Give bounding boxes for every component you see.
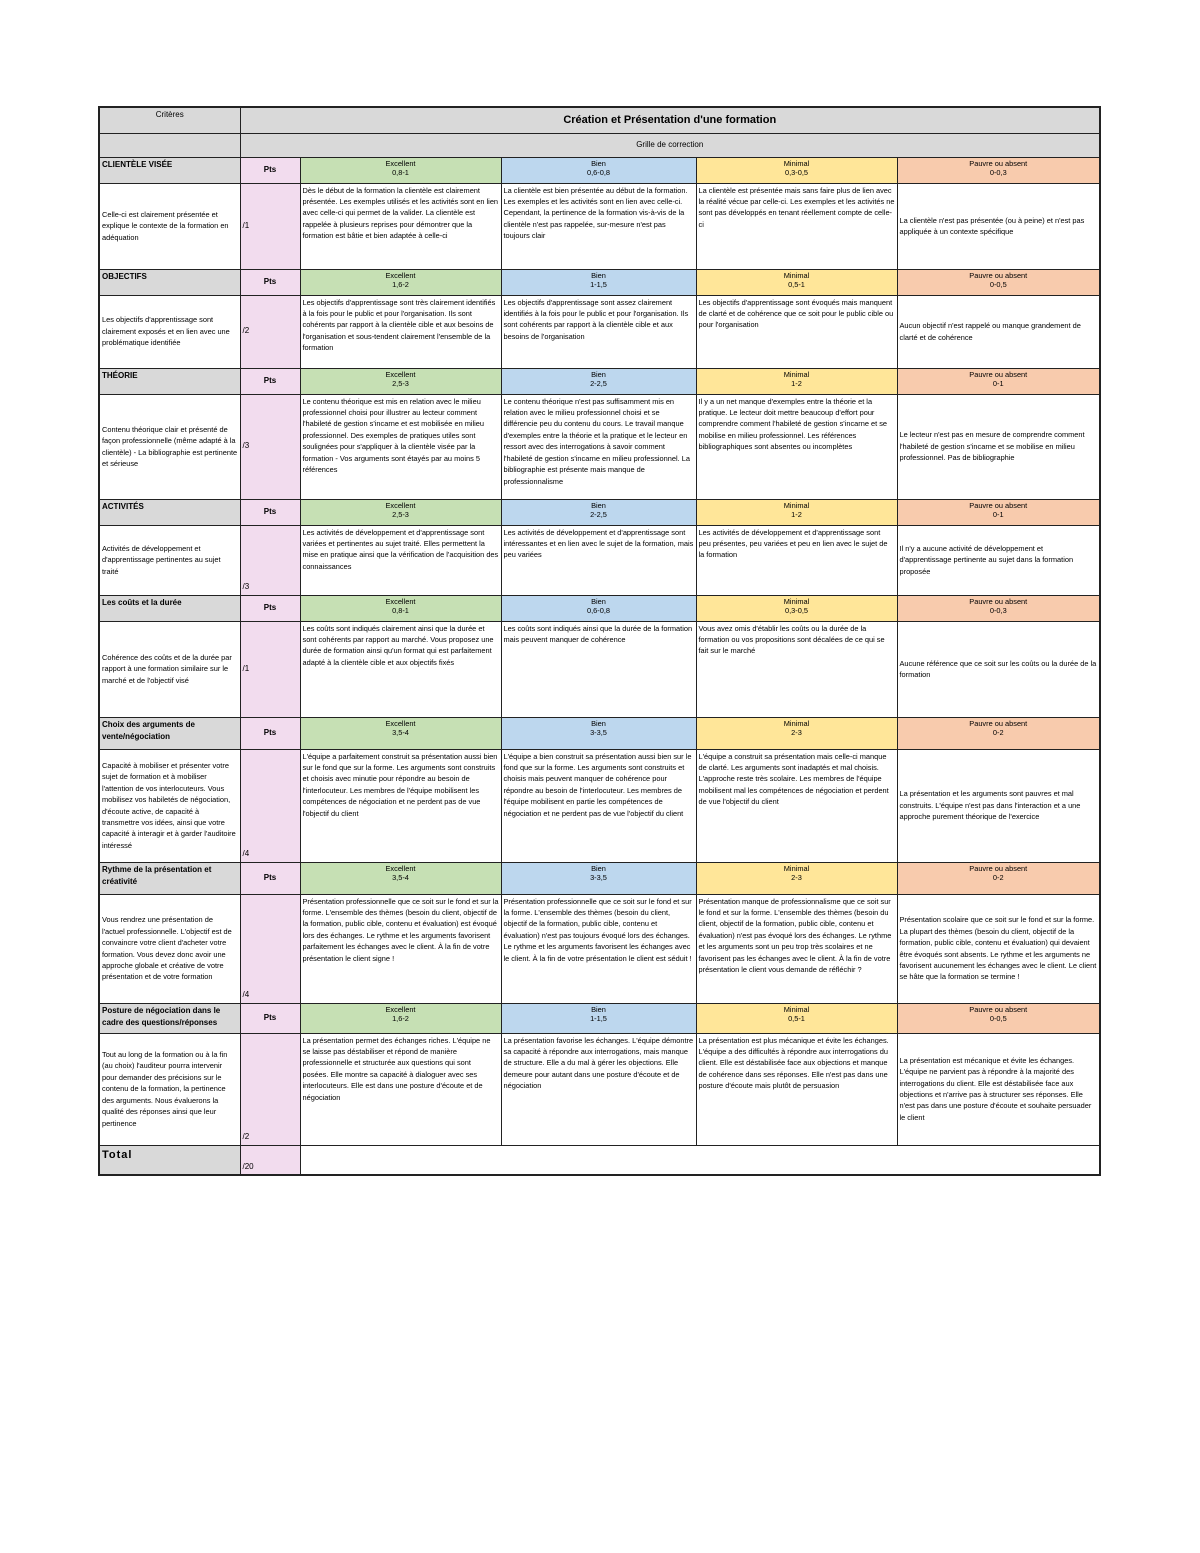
- descriptor-excellent: Présentation professionnelle que ce soit sur le fond et sur la forme. L'ensemble des thèmes (besoin du client, objectif de la formation, public cible, contenu et évaluation) est évoqué lors des échanges. Le rythme et les arguments favorisent parfaitement les échanges avec le client. À la fin de votre présentation le client signe !: [300, 894, 501, 1003]
- level-range: 1,6-2: [392, 280, 409, 290]
- level-name: Bien: [591, 596, 606, 606]
- level-header-pauvre: [897, 717, 1100, 749]
- section-header-row: [99, 499, 1100, 525]
- level-range: 0,5-1: [788, 280, 805, 290]
- level-name: Pauvre ou absent: [969, 718, 1028, 728]
- descriptor-excellent: Les objectifs d'apprentissage sont très clairement identifiés à la fois pour le public et pour l'organisation. Ils sont cohérents par rapport à la clientèle cible et aux besoins de l'organisation et sous-tendent clairement l'ensemble de la formation: [300, 295, 501, 368]
- level-header-excellent: [300, 717, 501, 749]
- criterion-points: /3: [240, 525, 300, 595]
- descriptor-pauvre: Présentation scolaire que ce soit sur le fond et sur la forme. La plupart des thèmes (besoin du client, objectif de la formation, public cible, contenu et évaluation) qui devaient être évoqués sont absents. Le rythme et les arguments ne favorisent aucunement les échanges avec le client. Le client se hâte que la formation se termine !: [897, 894, 1100, 1003]
- section-header-row: [99, 1003, 1100, 1033]
- grading-sheet: [98, 106, 1099, 1176]
- total-points: /20: [240, 1145, 300, 1175]
- level-name: Pauvre ou absent: [969, 158, 1028, 168]
- descriptor-minimal: La clientèle est présentée mais sans faire plus de lien avec la réalité vécue par celle-ci. Les exemples et les activités ne sont pas développés en tenant réellement compte de celle-ci: [696, 183, 897, 269]
- pts-label: Pts: [240, 157, 300, 183]
- descriptor-minimal: Les objectifs d'apprentissage sont évoqués mais manquent de clarté et de cohérence que ce soit pour le public cible ou pour l'organisation: [696, 295, 897, 368]
- level-range: 3-3,5: [590, 873, 607, 883]
- level-name: Bien: [591, 369, 606, 379]
- section-title: Rythme de la présentation et créativité: [99, 862, 240, 894]
- level-range: 2-2,5: [590, 510, 607, 520]
- level-range: 0-0,3: [989, 168, 1007, 178]
- criterion-points: /2: [240, 1033, 300, 1145]
- criterion-row: [99, 749, 1100, 862]
- level-range: 0-0,5: [989, 1014, 1007, 1024]
- section-header-row: [99, 269, 1100, 295]
- level-header-minimal: [696, 499, 897, 525]
- descriptor-pauvre: Le lecteur n'est pas en mesure de comprendre comment l'habileté de gestion s'incarne et se mobilise en milieu professionnel. Pas de bibliographie: [897, 394, 1100, 499]
- level-header-pauvre: [897, 595, 1100, 621]
- level-range: 0,6-0,8: [586, 168, 610, 178]
- criterion-row: [99, 894, 1100, 1003]
- level-header-pauvre: [897, 1003, 1100, 1033]
- criterion-description: Tout au long de la formation ou à la fin (au choix) l'auditeur pourra intervenir pour demander des précisions sur le contenu de la formation, la pertinence des arguments. Nous évaluerons la qualité des réponses ainsi que leur pertinence: [99, 1033, 240, 1145]
- level-name: Bien: [591, 718, 606, 728]
- level-name: Excellent: [385, 369, 416, 379]
- section-title: Posture de négociation dans le cadre des questions/réponses: [99, 1003, 240, 1033]
- level-header-bien: [501, 499, 696, 525]
- criterion-row: [99, 295, 1100, 368]
- criteria-header: Critères: [99, 107, 240, 133]
- level-range: 0-2: [992, 728, 1004, 738]
- descriptor-bien: Les coûts sont indiqués ainsi que la durée de la formation mais peuvent manquer de cohérence: [501, 621, 696, 717]
- section-header-row: [99, 157, 1100, 183]
- criterion-points: /2: [240, 295, 300, 368]
- descriptor-bien: Le contenu théorique n'est pas suffisamment mis en relation avec le milieu professionnel choisi et se différencie peu du contenu du cours. Le travail manque d'exemples entre la théorie et la pratique et le lecteur en ressort avec des interrogations à savoir comment l'habileté de gestion s'incarne en milieu professionnel. La bibliographie est présente mais manque de professionnalisme: [501, 394, 696, 499]
- level-name: Pauvre ou absent: [969, 270, 1028, 280]
- descriptor-minimal: Présentation manque de professionnalisme que ce soit sur le fond et sur la forme. L'ensemble des thèmes (besoin du client, objectif de la formation, public cible, contenu et évaluation) n'est pas évoqué lors des échanges. Le rythme et les arguments sont un peu trop très scolaires et ne favorisent pas les échanges avec le client. À la fin de votre présentation le client vous demande de réfléchir ?: [696, 894, 897, 1003]
- level-header-pauvre: [897, 499, 1100, 525]
- criterion-row: [99, 621, 1100, 717]
- descriptor-excellent: Le contenu théorique est mis en relation avec le milieu professionnel choisi pour illustrer au lecteur comment l'habileté de gestion s'incarne et est mobilisée en milieu professionnel. Des exemples de pratiques utiles sont soulignées pour s'appliquer à la clientèle visée par la formation - Vos arguments sont étayés par au moins 5 références: [300, 394, 501, 499]
- level-name: Pauvre ou absent: [969, 596, 1028, 606]
- level-name: Excellent: [385, 158, 416, 168]
- criterion-description: Cohérence des coûts et de la durée par rapport à une formation similaire sur le marché et de l'objectif visé: [99, 621, 240, 717]
- level-range: 0,3-0,5: [784, 606, 808, 616]
- section-header-row: [99, 595, 1100, 621]
- criterion-points: /4: [240, 894, 300, 1003]
- criterion-description: Activités de développement et d'apprentissage pertinentes au sujet traité: [99, 525, 240, 595]
- level-name: Pauvre ou absent: [969, 500, 1028, 510]
- level-range: 0-1: [992, 379, 1004, 389]
- descriptor-excellent: L'équipe a parfaitement construit sa présentation aussi bien sur le fond que sur la forme. Les arguments sont construits et choisis avec minutie pour répondre au besoin de l'interlocuteur. Les membres de l'équipe mobilisent les compétences de négociation et ne perdent pas de vue l'objectif du client: [300, 749, 501, 862]
- level-range: 3,5-4: [392, 873, 409, 883]
- level-header-minimal: [696, 269, 897, 295]
- level-range: 2,5-3: [392, 510, 409, 520]
- level-name: Excellent: [385, 270, 416, 280]
- descriptor-excellent: Les coûts sont indiqués clairement ainsi que la durée et sont cohérents par rapport au marché. Vous proposez une durée de formation ainsi qu'un format qui est parfaitement adapté à la clientèle cible et aux objectifs fixés: [300, 621, 501, 717]
- section-title: Choix des arguments de vente/négociation: [99, 717, 240, 749]
- level-range: 3,5-4: [392, 728, 409, 738]
- criterion-description: Vous rendrez une présentation de l'actuel professionnelle. L'objectif est de convaincre votre client d'acheter votre formation. Vous devez donc avoir une approche globale et créative de votre présentation et de votre formation: [99, 894, 240, 1003]
- level-range: 2-3: [791, 873, 802, 883]
- section-title: ACTIVITÉS: [99, 499, 240, 525]
- level-header-excellent: [300, 368, 501, 394]
- level-name: Minimal: [783, 596, 810, 606]
- level-header-excellent: [300, 862, 501, 894]
- descriptor-minimal: La présentation est plus mécanique et évite les échanges. L'équipe a des difficultés à répondre aux interrogations du client. Elle est déstabilisée face aux objections et manque de cohérence dans ses réponses. Elle n'est pas dans une posture d'écoute mais plutôt de persuasion: [696, 1033, 897, 1145]
- level-range: 1-2: [791, 510, 802, 520]
- level-header-excellent: [300, 499, 501, 525]
- section-header-row: [99, 862, 1100, 894]
- section-header-row: [99, 717, 1100, 749]
- level-header-bien: [501, 1003, 696, 1033]
- pts-label: Pts: [240, 269, 300, 295]
- pts-label: Pts: [240, 1003, 300, 1033]
- pts-label: Pts: [240, 717, 300, 749]
- descriptor-excellent: Les activités de développement et d'apprentissage sont variées et pertinentes au sujet traité. Elles permettent la mise en pratique ainsi que la vérification de l'acquisition des connaissances: [300, 525, 501, 595]
- descriptor-bien: Les objectifs d'apprentissage sont assez clairement identifiés à la fois pour le public et pour l'organisation. Ils sont cohérents par rapport à la clientèle cible et aux besoins de l'organisation: [501, 295, 696, 368]
- descriptor-minimal: L'équipe a construit sa présentation mais celle-ci manque de clarté. Les arguments sont inadaptés et mal choisis. L'approche reste très scolaire. Les membres de l'équipe mobilisent mal les compétences de négociation et perdent de vue l'objectif du client: [696, 749, 897, 862]
- level-range: 2,5-3: [392, 379, 409, 389]
- level-range: 0-0,5: [989, 280, 1007, 290]
- pts-label: Pts: [240, 595, 300, 621]
- level-range: 3-3,5: [590, 728, 607, 738]
- level-name: Excellent: [385, 863, 416, 873]
- pts-label: Pts: [240, 499, 300, 525]
- descriptor-pauvre: La clientèle n'est pas présentée (ou à peine) et n'est pas appliquée à un contexte spécifique: [897, 183, 1100, 269]
- criterion-row: [99, 1033, 1100, 1145]
- level-name: Minimal: [783, 1004, 810, 1014]
- descriptor-bien: Présentation professionnelle que ce soit sur le fond et sur la forme. L'ensemble des thèmes (besoin du client, objectif de la formation, public cible, contenu et évaluation) n'est pas toujours évoqué lors des échanges. Le rythme et les arguments favorisent les échanges avec le client. À la fin de votre présentation le client est séduit !: [501, 894, 696, 1003]
- level-name: Minimal: [783, 863, 810, 873]
- level-header-minimal: [696, 368, 897, 394]
- descriptor-bien: La présentation favorise les échanges. L'équipe démontre sa capacité à répondre aux interrogations, mais manque de structure. Elle a du mal à gérer les objections. Elle demeure pour autant dans une posture d'écoute et de négociation: [501, 1033, 696, 1145]
- level-range: 0,5-1: [788, 1014, 805, 1024]
- section-title: CLIENTÈLE VISÉE: [99, 157, 240, 183]
- level-name: Minimal: [783, 718, 810, 728]
- level-header-bien: [501, 717, 696, 749]
- level-range: 1-1,5: [590, 280, 607, 290]
- level-range: 2-2,5: [590, 379, 607, 389]
- level-name: Bien: [591, 1004, 606, 1014]
- level-range: 0-1: [992, 510, 1004, 520]
- criterion-points: /1: [240, 621, 300, 717]
- section-header-row: [99, 368, 1100, 394]
- descriptor-pauvre: Aucun objectif n'est rappelé ou manque grandement de clarté et de cohérence: [897, 295, 1100, 368]
- level-header-minimal: [696, 595, 897, 621]
- level-header-pauvre: [897, 368, 1100, 394]
- page-subtitle: Grille de correction: [240, 133, 1100, 157]
- level-header-excellent: [300, 1003, 501, 1033]
- pts-label: Pts: [240, 368, 300, 394]
- descriptor-minimal: Les activités de développement et d'apprentissage sont peu présentes, peu variées et peu en lien avec le sujet de la formation: [696, 525, 897, 595]
- level-range: 0-2: [992, 873, 1004, 883]
- section-title: OBJECTIFS: [99, 269, 240, 295]
- level-name: Minimal: [783, 369, 810, 379]
- descriptor-pauvre: Aucune référence que ce soit sur les coûts ou la durée de la formation: [897, 621, 1100, 717]
- level-name: Minimal: [783, 500, 810, 510]
- level-range: 1-1,5: [590, 1014, 607, 1024]
- subtitle-spacer: [99, 133, 240, 157]
- descriptor-minimal: Vous avez omis d'établir les coûts ou la durée de la formation ou vos propositions sont décalées de ce qui se fait sur le marché: [696, 621, 897, 717]
- level-range: 0,8-1: [392, 606, 409, 616]
- total-row: [99, 1145, 1100, 1175]
- pts-label: Pts: [240, 862, 300, 894]
- section-title: THÉORIE: [99, 368, 240, 394]
- level-range: 0,6-0,8: [586, 606, 610, 616]
- level-name: Bien: [591, 863, 606, 873]
- level-name: Pauvre ou absent: [969, 1004, 1028, 1014]
- grading-table: [98, 106, 1101, 1176]
- level-name: Minimal: [783, 270, 810, 280]
- descriptor-minimal: Il y a un net manque d'exemples entre la théorie et la pratique. Le lecteur doit mettre beaucoup d'effort pour comprendre comment l'habileté de gestion s'incarne et se mobilise en milieu professionnel. Les références bibliographiques sont absentes ou incomplètes: [696, 394, 897, 499]
- level-range: 0,3-0,5: [784, 168, 808, 178]
- level-header-minimal: [696, 1003, 897, 1033]
- level-header-excellent: [300, 269, 501, 295]
- level-name: Pauvre ou absent: [969, 863, 1028, 873]
- descriptor-excellent: La présentation permet des échanges riches. L'équipe ne se laisse pas déstabiliser et répond de manière professionnelle et structurée aux questions qui sont posées. Elle montre sa capacité à dialoguer avec ses interlocuteurs. Elle est dans une posture d'écoute et de négociation: [300, 1033, 501, 1145]
- level-range: 1-2: [791, 379, 802, 389]
- section-title: Les coûts et la durée: [99, 595, 240, 621]
- descriptor-bien: La clientèle est bien présentée au début de la formation. Les exemples et les activités sont en lien avec celle-ci. Cependant, la pertinence de la formation vis-à-vis de la clientèle n'est pas rappelée, sur-mesure n'est pas toujours clair: [501, 183, 696, 269]
- level-header-minimal: [696, 717, 897, 749]
- level-header-pauvre: [897, 269, 1100, 295]
- criterion-description: Capacité à mobiliser et présenter votre sujet de formation et à mobiliser l'attention de vos interlocuteurs. Vous mobilisez vos habiletés de négociation, d'écoute active, de capacité à transmettre vos idées, ainsi que votre capacité à interagir et à garder l'auditoire intéressé: [99, 749, 240, 862]
- descriptor-pauvre: La présentation et les arguments sont pauvres et mal construits. L'équipe n'est pas dans l'interaction et a une approche purement théorique de l'exercice: [897, 749, 1100, 862]
- level-name: Excellent: [385, 1004, 416, 1014]
- level-header-excellent: [300, 595, 501, 621]
- level-name: Excellent: [385, 596, 416, 606]
- level-header-bien: [501, 595, 696, 621]
- criterion-description: Contenu théorique clair et présenté de façon professionnelle (même adapté à la clientèle) - La bibliographie est pertinente et sérieuse: [99, 394, 240, 499]
- descriptor-pauvre: Il n'y a aucune activité de développement et d'apprentissage pertinente au sujet dans la formation proposée: [897, 525, 1100, 595]
- level-name: Bien: [591, 500, 606, 510]
- criterion-points: /3: [240, 394, 300, 499]
- criterion-description: Celle-ci est clairement présentée et explique le contexte de la formation en adéquation: [99, 183, 240, 269]
- level-header-bien: [501, 862, 696, 894]
- level-header-bien: [501, 368, 696, 394]
- criterion-points: /4: [240, 749, 300, 862]
- level-name: Excellent: [385, 500, 416, 510]
- level-name: Bien: [591, 270, 606, 280]
- descriptor-bien: Les activités de développement et d'apprentissage sont intéressantes et en lien avec le sujet de la formation, mais peu variées: [501, 525, 696, 595]
- total-label: Total: [99, 1145, 240, 1175]
- criterion-points: /1: [240, 183, 300, 269]
- level-header-bien: [501, 269, 696, 295]
- criterion-row: [99, 394, 1100, 499]
- level-name: Excellent: [385, 718, 416, 728]
- level-name: Bien: [591, 158, 606, 168]
- descriptor-excellent: Dès le début de la formation la clientèle est clairement présentée. Les exemples utilisés et les activités sont en lien avec celle-ci qui permet de la valider. La clientèle est rappelée à plusieurs reprises pour démontrer que la formation est bâtie et bien adaptée à celle-ci: [300, 183, 501, 269]
- level-header-minimal: [696, 157, 897, 183]
- page-title: Création et Présentation d'une formation: [240, 107, 1100, 133]
- level-range: 0-0,3: [989, 606, 1007, 616]
- level-header-minimal: [696, 862, 897, 894]
- level-range: 0,8-1: [392, 168, 409, 178]
- level-header-excellent: [300, 157, 501, 183]
- total-blank: [300, 1145, 1100, 1175]
- level-name: Pauvre ou absent: [969, 369, 1028, 379]
- level-range: 2-3: [791, 728, 802, 738]
- level-header-pauvre: [897, 862, 1100, 894]
- descriptor-pauvre: La présentation est mécanique et évite les échanges. L'équipe ne parvient pas à répondre à la majorité des interrogations du client. Elle est déstabilisée face aux objections et n'arrive pas à structurer ses réponses. Elle n'est pas dans une posture d'écoute et souhaite persuader le client: [897, 1033, 1100, 1145]
- descriptor-bien: L'équipe a bien construit sa présentation aussi bien sur le fond que sur la forme. Les arguments sont construits et choisis mais peuvent manquer de cohérence pour répondre au besoin de l'interlocuteur. Les membres de l'équipe mobilisent en partie les compétences de négociation et ne perdent pas de vue l'objectif du client: [501, 749, 696, 862]
- level-header-bien: [501, 157, 696, 183]
- level-name: Minimal: [783, 158, 810, 168]
- criterion-row: [99, 183, 1100, 269]
- criterion-row: [99, 525, 1100, 595]
- level-range: 1,6-2: [392, 1014, 409, 1024]
- criterion-description: Les objectifs d'apprentissage sont clairement exposés et en lien avec une problématique identifiée: [99, 295, 240, 368]
- level-header-pauvre: [897, 157, 1100, 183]
